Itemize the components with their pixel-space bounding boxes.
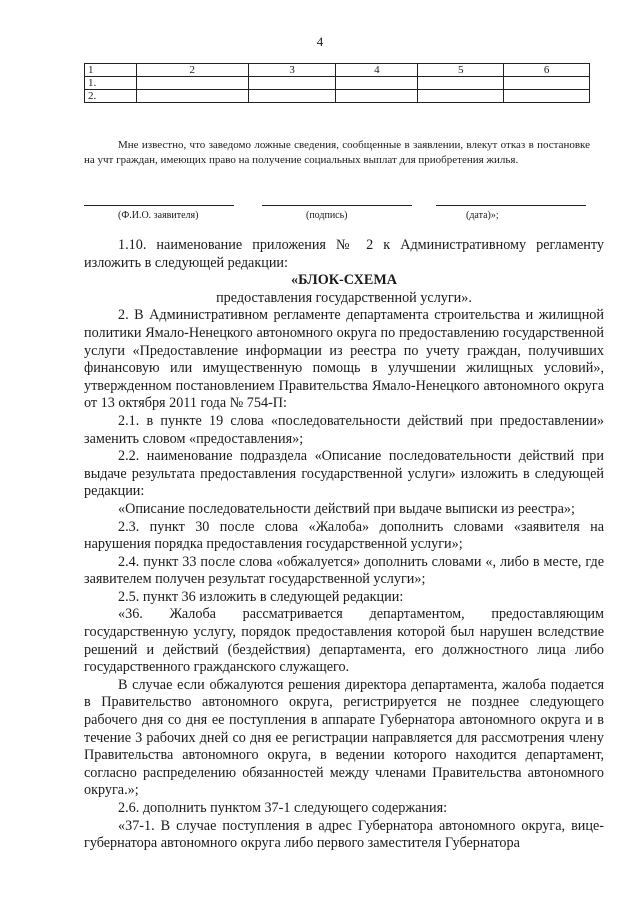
paragraph-2-3: 2.3. пункт 30 после слова «Жалоба» дополнить словами «заявителя на нарушения порядка предоставления государственной услуги»; xyxy=(84,518,604,553)
table-cell xyxy=(336,90,418,103)
paragraph-36: «36. Жалоба рассматривается департаментом, предоставляющим государственную услугу, порядок предоставления которой был нарушен вследствие решений и действий (бездействия) департамента, его должностного лица либо государственного гражданского служащего. xyxy=(84,606,604,676)
signature-date-label: (дата)»; xyxy=(466,210,499,221)
paragraph-37-1: «37-1. В случае поступления в адрес Губернатора автономного округа, вице-губернатора автономного округа либо первого заместителя Губернатора xyxy=(84,817,604,852)
date-line xyxy=(436,205,586,206)
declaration-text: Мне известно, что заведомо ложные сведения, сообщенные в заявлении, влекут отказ в постановке на учт граждан, имеющих право на получение социальных выплат для приобретения жилья. xyxy=(84,139,590,166)
table-header-cell: 3 xyxy=(248,64,336,77)
paragraph-2-1: 2.1. в пункте 19 слова «последовательности действий при предоставлении» заменить словом «предоставления»; xyxy=(84,412,604,447)
table-row xyxy=(85,77,590,90)
name-line xyxy=(84,205,234,206)
table-cell xyxy=(418,77,504,90)
document-body xyxy=(84,237,604,853)
table-header-cell: 2 xyxy=(136,64,248,77)
table-header-cell: 5 xyxy=(418,64,504,77)
paragraph-2: 2. В Административном регламенте департамента строительства и жилищной политики Ямало-Ненецкого автономного округа по предоставлению государственной услуги «Предоставление информации из реестра по учету граждан, получивших финансовую или имущественную помощь в улучшении жилищных условий», утвержденном постановлением Правительства Ямало-Ненецкого автономного округа от 13 октября 2011 года № 754-П: xyxy=(84,307,604,412)
paragraph-2-6: 2.6. дополнить пунктом 37-1 следующего содержания: xyxy=(118,800,448,816)
paragraph-quote: «Описание последовательности действий при выдаче выписки из реестра»; xyxy=(118,500,575,517)
table-cell: 1. xyxy=(85,77,137,90)
signature-sign-label: (подпись) xyxy=(306,210,348,221)
table-cell xyxy=(136,77,248,90)
table-row xyxy=(85,90,590,103)
page-number: 4 xyxy=(316,34,324,49)
table-cell xyxy=(248,90,336,103)
table-header-row xyxy=(85,64,590,77)
block-scheme-title: «БЛОК-СХЕМА xyxy=(291,272,397,289)
signature-lines xyxy=(84,205,590,206)
table-cell xyxy=(136,90,248,103)
table-cell xyxy=(504,77,590,90)
signature-name-label: (Ф.И.О. заявителя) xyxy=(118,210,199,221)
table-cell xyxy=(418,90,504,103)
application-table xyxy=(84,63,590,103)
table-cell xyxy=(248,77,336,90)
table-header-cell: 4 xyxy=(336,64,418,77)
table-cell xyxy=(336,77,418,90)
paragraph-2-4: 2.4. пункт 33 после слова «обжалуется» дополнить словами «, либо в месте, где заявителем получен результат государственной услуги»; xyxy=(84,553,604,588)
table-header-cell: 6 xyxy=(504,64,590,77)
table-cell xyxy=(504,90,590,103)
block-scheme-subtitle: предоставления государственной услуги». xyxy=(216,289,472,306)
paragraph-36-cont: В случае если обжалуются решения директора департамента, жалоба подается в Правительство автономного округа, регистрируется не позднее следующего рабочего дня со дня ее поступления в аппарате Губернатора автономного округа и в течение 3 рабочих дней со дня ее регистрации направляется для рассмотрения члену Правительства автономного округа, в ведении которого находится департамент, согласно распределению обязанностей между членами Правительства автономного округа.»; xyxy=(84,676,604,799)
table-header-cell: 1 xyxy=(85,64,137,77)
table-cell: 2. xyxy=(85,90,137,103)
paragraph-2-2: 2.2. наименование подраздела «Описание последовательности действий при выдаче результата предоставления государственной услуги» изложить в следующей редакции: xyxy=(84,448,604,500)
sign-line xyxy=(262,205,412,206)
paragraph-1-10: 1.10. наименование приложения № 2 к Административному регламенту изложить в следующей редакции: xyxy=(84,237,604,271)
paragraph-2-5: 2.5. пункт 36 изложить в следующей редакции: xyxy=(118,588,404,605)
